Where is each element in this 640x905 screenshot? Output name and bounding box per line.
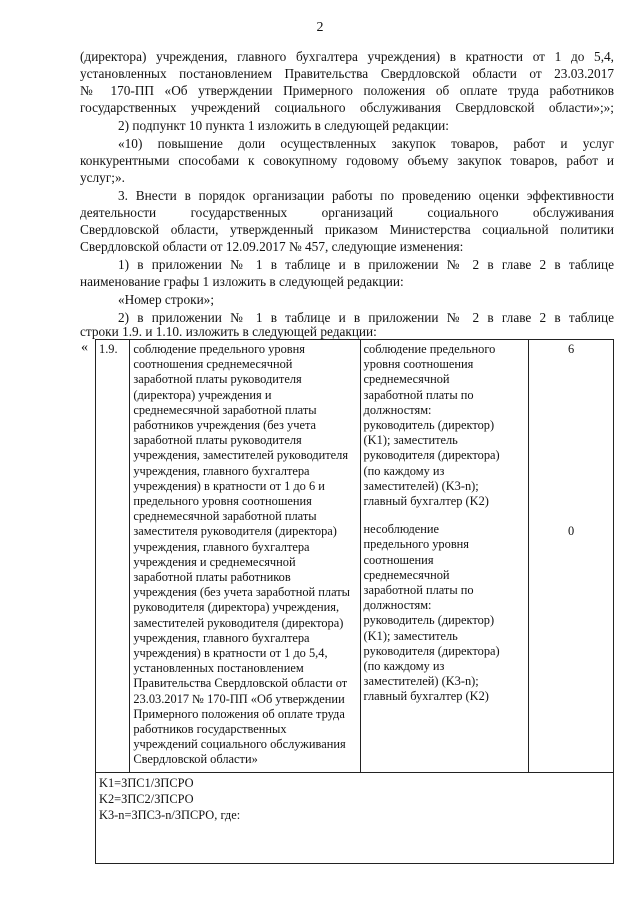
condition-line: (K1); заместитель (363, 433, 458, 448)
formula-line: K1=ЗПС1/ЗПСРО (99, 775, 194, 790)
desc-line: среднемесячной заработной платы (133, 509, 317, 524)
desc-line: руководителя (директора) учреждения, (133, 600, 340, 615)
condition-line: заместителей) (K3-n); (363, 478, 479, 493)
text-line: деятельности государственных организаций социального обслуживания (80, 205, 614, 220)
text-line: 2) подпункт 10 пункта 1 изложить в следующей редакции: (118, 118, 449, 133)
desc-line: установленных постановлением (133, 661, 304, 676)
desc-line: учреждения, заместителей руководителя (133, 448, 349, 463)
desc-line: соблюдение предельного уровня (133, 342, 305, 356)
page-number: 2 (316, 20, 324, 35)
text-line: «Номер строки»; (118, 292, 215, 307)
condition-line: соблюдение предельного (363, 342, 496, 356)
indicator-table (95, 339, 614, 864)
desc-line: учреждений социального обслуживания (133, 737, 346, 752)
condition-line: уровня соотношения (363, 357, 474, 372)
desc-line: Свердловской области» (133, 752, 258, 767)
desc-line: учреждения) в кратности от 1 до 5,4, (133, 646, 328, 661)
desc-line: (директора) учреждения и (133, 387, 272, 402)
desc-line: заработной платы работников (133, 570, 291, 585)
conditions-cell (360, 340, 529, 773)
condition-line: (по каждому из (363, 659, 445, 674)
desc-line: учреждения, главного бухгалтера (133, 463, 310, 478)
text-line: 3. Внести в порядок организации работы по проведению оценки эффективности (118, 188, 614, 203)
desc-line: учреждения) в кратности от 1 до 6 и (133, 478, 325, 493)
condition-line: заместителей) (K3-n); (363, 674, 479, 689)
score-cell (529, 340, 614, 773)
desc-line: учреждения, главного бухгалтера (133, 539, 310, 554)
table-row (96, 340, 614, 773)
desc-line: предельного уровня соотношения (133, 494, 312, 509)
condition-line: (по каждому из (363, 463, 445, 478)
desc-line: работников государственных (133, 722, 287, 737)
desc-line: работников учреждения (без учета (133, 418, 317, 433)
desc-line: 23.03.2017 № 170-ПП «Об утверждении (133, 691, 345, 706)
score-noncompliance: 0 (567, 524, 575, 539)
condition-line: (K1); заместитель (363, 628, 458, 643)
text-line: (директора) учреждения, главного бухгалтера учреждения) в кратности от 1 до 5,4, (80, 49, 614, 64)
desc-line: заместителей руководителя (директора) (133, 615, 344, 630)
condition-line: соотношения (363, 552, 434, 567)
open-quote: « (81, 340, 88, 355)
score-compliance: 6 (567, 342, 575, 356)
text-line: государственных учреждений социального обслуживания Свердловской области»;»; (80, 100, 614, 115)
desc-line: учреждения, главного бухгалтера (133, 630, 310, 645)
condition-line: руководителя (директора) (363, 448, 500, 463)
desc-line: среднемесячной заработной платы (133, 402, 317, 417)
text-line: Свердловской области от 12.09.2017 № 457, следующие изменения: (80, 239, 464, 254)
condition-line: среднемесячной (363, 567, 450, 582)
desc-line: Примерного положения об оплате труда (133, 706, 345, 721)
table-row (96, 772, 614, 863)
text-line: 1) в приложении № 1 в таблице и в приложении № 2 в главе 2 в таблице (118, 257, 614, 272)
desc-line: учреждения (без учета заработной платы (133, 585, 351, 600)
condition-line: заработной платы по (363, 583, 474, 598)
text-line: установленных постановлением Правительства Свердловской области от 23.03.2017 (80, 66, 614, 81)
condition-line: среднемесячной (363, 372, 450, 387)
desc-line: соотношения среднемесячной (133, 357, 293, 372)
condition-line: предельного уровня (363, 537, 470, 552)
condition-line: руководителя (директора) (363, 643, 500, 658)
desc-line: заработной платы руководителя (133, 433, 302, 448)
condition-line: главный бухгалтер (K2) (363, 494, 489, 509)
formula-cell (96, 772, 614, 863)
condition-line: несоблюдение (363, 522, 440, 537)
condition-line: должностям: (363, 402, 432, 417)
desc-line: заместителя руководителя (директора) (133, 524, 337, 539)
desc-line: заработной платы руководителя (133, 372, 302, 387)
text-line: № 170-ПП «Об утверждении Примерного положения об оплате труда работников (80, 83, 614, 98)
text-line: 2) в приложении № 1 в таблице и в приложении № 2 в главе 2 в таблице (118, 310, 614, 325)
desc-line: учреждения и среднемесячной (133, 554, 296, 569)
formula-line: K2=ЗПС2/ЗПСРО (99, 791, 194, 806)
condition-line: заработной платы по (363, 387, 474, 402)
text-line: услуг;». (80, 170, 125, 185)
row-number: 1.9. (96, 340, 130, 773)
formula-line: K3-n=ЗПС3-n/ЗПСРО, где: (99, 807, 241, 822)
condition-line: руководитель (директор) (363, 613, 495, 628)
condition-line: руководитель (директор) (363, 418, 495, 433)
desc-line: Правительства Свердловской области от (133, 676, 348, 691)
text-line: строки 1.9. и 1.10. изложить в следующей редакции: (80, 324, 377, 339)
text-line: конкурентными способами к совокупному годовому объему закупок товаров, работ и (80, 153, 614, 168)
text-line: наименование графы 1 изложить в следующей редакции: (80, 274, 404, 289)
text-line: Свердловской области, утвержденный приказом Министерства социальной политики (80, 222, 614, 237)
condition-line: должностям: (363, 598, 432, 613)
text-line: «10) повышение доли осуществленных закупок товаров, работ и услуг (118, 136, 614, 151)
condition-line: главный бухгалтер (K2) (363, 689, 489, 704)
indicator-description (130, 340, 360, 773)
